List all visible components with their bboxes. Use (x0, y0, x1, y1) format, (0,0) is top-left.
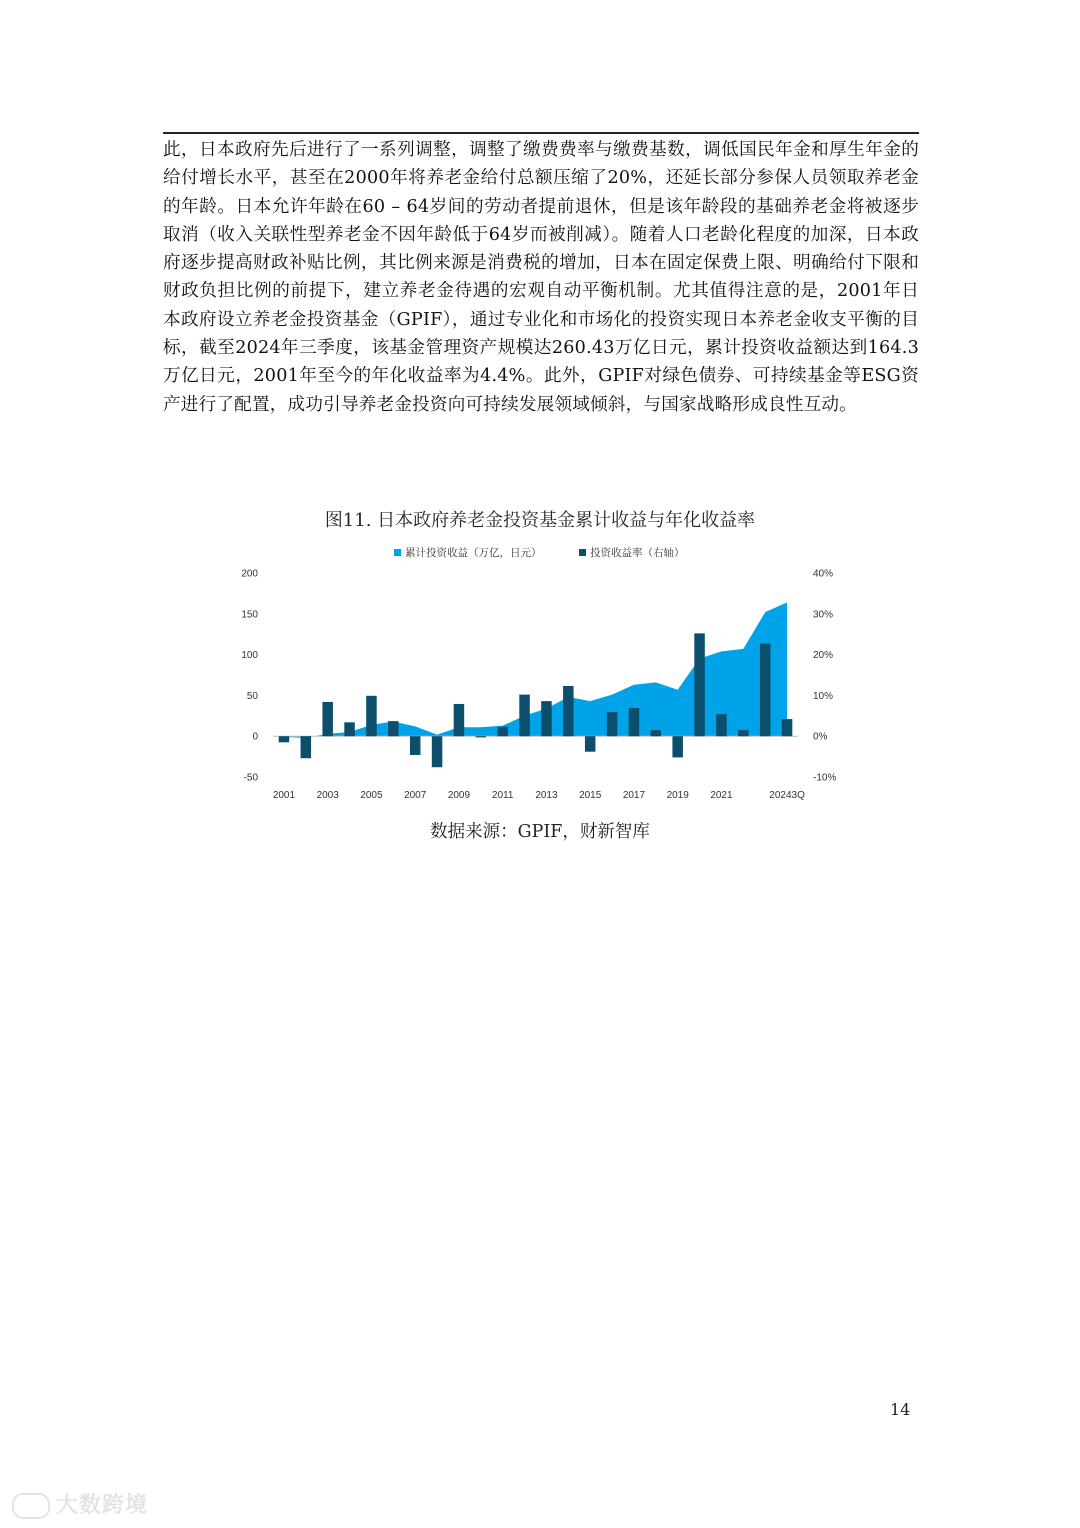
y-right-tick: 10% (813, 690, 834, 702)
legend (394, 546, 685, 559)
bar-2007 (410, 736, 421, 755)
legend-swatch-bar (579, 549, 586, 556)
bar-2019 (672, 736, 683, 757)
x-tick: 2003 (316, 790, 339, 801)
chart (230, 540, 850, 810)
figure-caption: 图11. 日本政府养老金投资基金累计收益与年化收益率 (324, 510, 756, 531)
y-right-tick: 0% (813, 731, 828, 743)
x-tick: 2013 (535, 790, 558, 801)
bar-2018 (651, 730, 662, 736)
x-tick: 2001 (272, 790, 296, 801)
watermark-text: 大数跨境 (56, 1493, 149, 1518)
y-right-tick: 40% (813, 568, 834, 580)
bar-2012 (519, 695, 530, 737)
logo-icon (12, 1493, 50, 1519)
bar-2023 (760, 644, 771, 737)
bar-2010 (476, 736, 487, 737)
y-left-tick: 100 (241, 650, 258, 662)
y-left-tick: 200 (241, 568, 258, 580)
plot-area (273, 602, 798, 767)
source-note: 数据来源：GPIF，财新智库 (430, 822, 650, 842)
bar-2022 (738, 730, 749, 736)
x-tick: 2009 (447, 790, 471, 801)
x-tick: 2011 (491, 790, 514, 801)
y-axis-left (241, 569, 258, 784)
bar-2006 (388, 721, 399, 736)
area-cumulative-return (284, 602, 787, 737)
legend-label-bar: 投资收益率（右轴） (590, 547, 685, 559)
bar-2005 (366, 696, 377, 736)
y-left-tick: 150 (241, 609, 258, 621)
bar-2009 (454, 704, 465, 736)
bar-2001 (279, 736, 290, 742)
bar-2002 (301, 736, 312, 758)
y-axis-right (813, 569, 836, 784)
bar-2003 (322, 702, 333, 736)
bar-2017 (629, 708, 640, 736)
top-rule (163, 132, 919, 134)
bar-2008 (432, 736, 443, 767)
y-right-tick: -10% (813, 772, 837, 784)
bar-2021 (716, 714, 727, 736)
x-tick: 2017 (622, 790, 646, 801)
x-tick: 2021 (710, 790, 733, 801)
legend-label-area: 累计投资收益（万亿，日元） (405, 547, 542, 559)
x-tick: 2015 (579, 790, 602, 801)
y-left-tick: 0 (252, 731, 258, 743)
legend-swatch-area (394, 549, 401, 556)
x-tick: 20243Q (769, 790, 805, 801)
page-number: 14 (890, 1400, 911, 1419)
body-paragraph: 此，日本政府先后进行了一系列调整，调整了缴费费率与缴费基数，调低国民年金和厚生年金的给付增长水平，甚至在2000年将养老金给付总额压缩了20%，还延长部分参保人员领取养老金的年龄。日本允许年龄在60 – 64岁间的劳动者提前退休，但是该年龄段的基础养老金将被逐步取消（收入关联性型养老金不因年龄低于64岁而被削减）。随着人口老龄化程度的加深，日本政府逐步提高财政补贴比例，其比例来源是消费税的增加，日本在固定保费上限、明确给付下限和财政负担比例的前提下，建立养老金待遇的宏观自动平衡机制。尤其值得注意的是，2001年日本政府设立养老金投资基金（GPIF），通过专业化和市场化的投资实现日本养老金收支平衡的目标，截至2024年三季度，该基金管理资产规模达260.43万亿日元，累计投资收益额达到164.3万亿日元，2001年至今的年化收益率为4.4%。此外，GPIF对绿色债券、可持续基金等ESG资产进行了配置，成功引导养老金投资向可持续发展领域倾斜，与国家战略形成良性互动。 (163, 140, 919, 415)
bar-2016 (607, 712, 618, 736)
bar-2013 (541, 701, 552, 736)
bar-2024Q3 (782, 719, 793, 736)
x-tick: 2019 (666, 790, 689, 801)
y-right-tick: 20% (813, 650, 834, 662)
bar-2011 (497, 727, 508, 736)
y-left-tick: -50 (243, 772, 258, 784)
watermark (12, 1488, 148, 1519)
bar-2014 (563, 686, 574, 736)
x-axis (273, 790, 805, 801)
bar-2020 (694, 633, 705, 736)
y-left-tick: 50 (246, 690, 258, 702)
bar-2015 (585, 736, 596, 752)
x-tick: 2005 (360, 790, 383, 801)
x-tick: 2007 (404, 790, 427, 801)
y-right-tick: 30% (813, 609, 834, 621)
bar-2004 (344, 722, 355, 736)
